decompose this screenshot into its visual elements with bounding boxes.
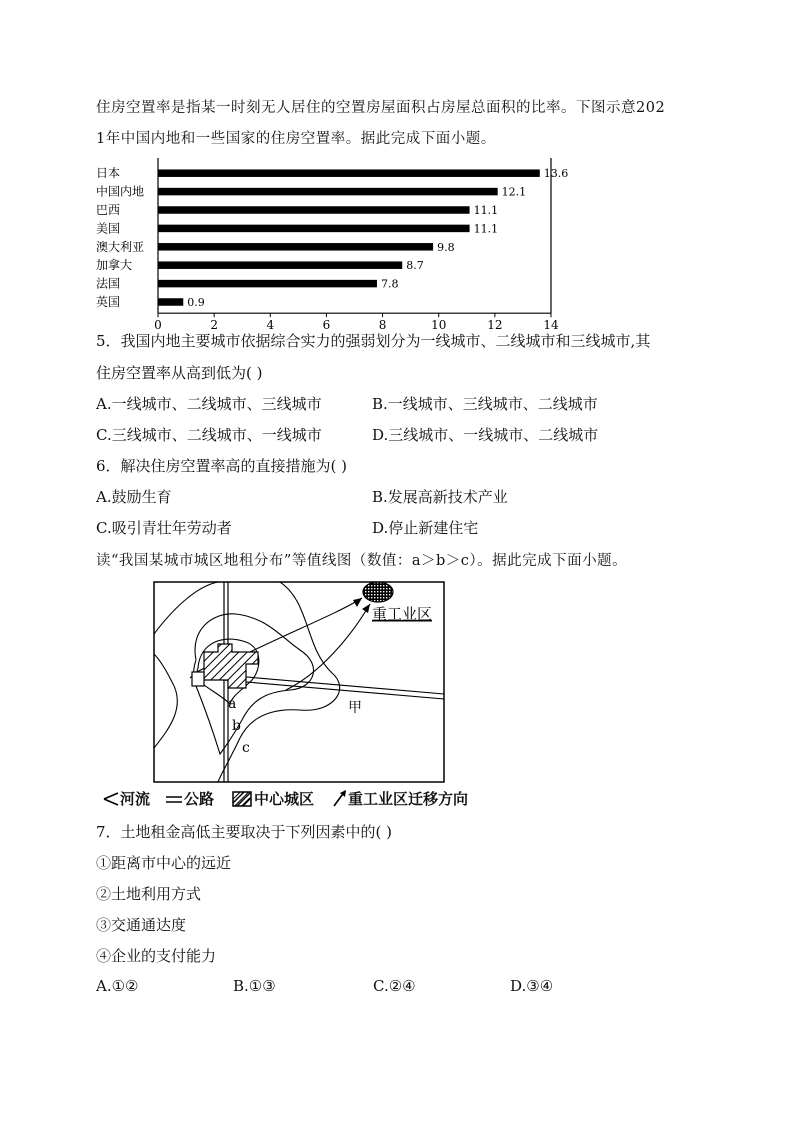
intro-line-1: 住房空置率是指某一时刻无人居住的空置房屋面积占房屋总面积的比率。下图示意202 — [96, 100, 666, 116]
label-b: b — [232, 718, 241, 734]
q6-option-c[interactable]: C.吸引青壮年劳动者 — [96, 519, 232, 537]
value-label: 13.6 — [543, 167, 569, 181]
legend-center-label: 中心城区 — [254, 790, 315, 808]
value-label: 9.8 — [437, 240, 455, 254]
intro-line-2: 1年中国内地和一些国家的住房空置率。据此完成下面小题。 — [96, 131, 496, 147]
label-a: a — [228, 696, 237, 712]
heavy-industry-label: 重工业区 — [372, 605, 433, 623]
center-legend-icon — [232, 791, 252, 807]
bar — [158, 280, 377, 288]
q6-option-d[interactable]: D.停止新建住宅 — [372, 519, 479, 537]
value-label: 11.1 — [473, 222, 499, 236]
category-label: 加拿大 — [96, 258, 133, 273]
river-legend-icon — [102, 791, 120, 807]
label-c: c — [242, 740, 250, 756]
q5-stem-line-1: 5．我国内地主要城市依据综合实力的强弱划分为一线城市、二线城市和三线城市,其 — [96, 332, 651, 350]
q6-option-b[interactable]: B.发展高新技术产业 — [372, 488, 508, 506]
q7-stem: 7．土地租金高低主要取决于下列因素中的( ) — [96, 823, 393, 841]
q6-stem: 6．解决住房空置率高的直接措施为( ) — [96, 457, 348, 475]
bar — [158, 261, 402, 269]
x-tick-label: 0 — [154, 318, 162, 333]
q7-option-b[interactable]: B.①③ — [233, 977, 276, 995]
road-legend-icon — [164, 791, 184, 807]
heavy-industry-zone — [363, 582, 393, 602]
category-label: 澳大利亚 — [96, 239, 145, 254]
category-label: 英国 — [96, 295, 121, 309]
label-jia: 甲 — [348, 700, 362, 716]
category-label: 美国 — [96, 221, 121, 236]
q5-option-a[interactable]: A.一线城市、二线城市、三线城市 — [96, 395, 322, 413]
x-tick-label: 12 — [487, 318, 503, 333]
bar — [158, 225, 470, 233]
q7-item-2: ②土地利用方式 — [96, 885, 202, 903]
x-tick-label: 4 — [266, 318, 275, 333]
x-tick-label: 14 — [543, 318, 559, 333]
bar — [158, 188, 498, 196]
bar — [158, 298, 183, 306]
land-rent-contour-map — [100, 578, 450, 784]
value-label: 7.8 — [380, 277, 399, 291]
bar — [158, 206, 470, 214]
value-label: 0.9 — [187, 296, 205, 309]
q6-option-a[interactable]: A.鼓励生育 — [96, 488, 172, 506]
legend-migration-label: 重工业区迁移方向 — [348, 790, 469, 808]
bar — [158, 169, 540, 177]
legend-road-label: 公路 — [184, 790, 215, 808]
value-label: 8.7 — [406, 259, 424, 273]
category-label: 日本 — [96, 166, 121, 181]
q5-option-b[interactable]: B.一线城市、三线城市、二线城市 — [372, 395, 598, 413]
migration-legend-icon — [332, 789, 348, 807]
q7-option-a[interactable]: A.①② — [96, 977, 139, 995]
q7-item-4: ④企业的支付能力 — [96, 947, 217, 965]
value-label: 11.1 — [473, 204, 499, 217]
legend-river-label: 河流 — [120, 790, 151, 808]
q7-option-c[interactable]: C.②④ — [373, 977, 416, 995]
category-label: 巴西 — [96, 203, 121, 217]
x-tick-label: 6 — [322, 318, 331, 333]
x-tick-label: 2 — [210, 318, 218, 333]
value-label: 12.1 — [501, 185, 527, 199]
x-tick-label: 10 — [431, 318, 447, 333]
x-tick-label: 8 — [378, 318, 387, 333]
q5-option-d[interactable]: D.三线城市、一线城市、二线城市 — [372, 426, 599, 444]
category-label: 中国内地 — [96, 184, 145, 199]
q5-stem-line-2: 住房空置率从高到低为( ) — [96, 364, 263, 382]
bar — [158, 243, 433, 251]
intro2-line: 读“我国某城市城区地租分布”等值线图（数值：a＞b＞c）。据此完成下面小题。 — [96, 553, 628, 569]
vacancy-rate-chart — [96, 156, 596, 333]
q7-option-d[interactable]: D.③④ — [510, 977, 554, 995]
q7-item-3: ③交通通达度 — [96, 916, 187, 934]
q5-option-c[interactable]: C.三线城市、二线城市、一线城市 — [96, 426, 322, 444]
q7-item-1: ①距离市中心的远近 — [96, 854, 232, 872]
category-label: 法国 — [96, 276, 121, 291]
